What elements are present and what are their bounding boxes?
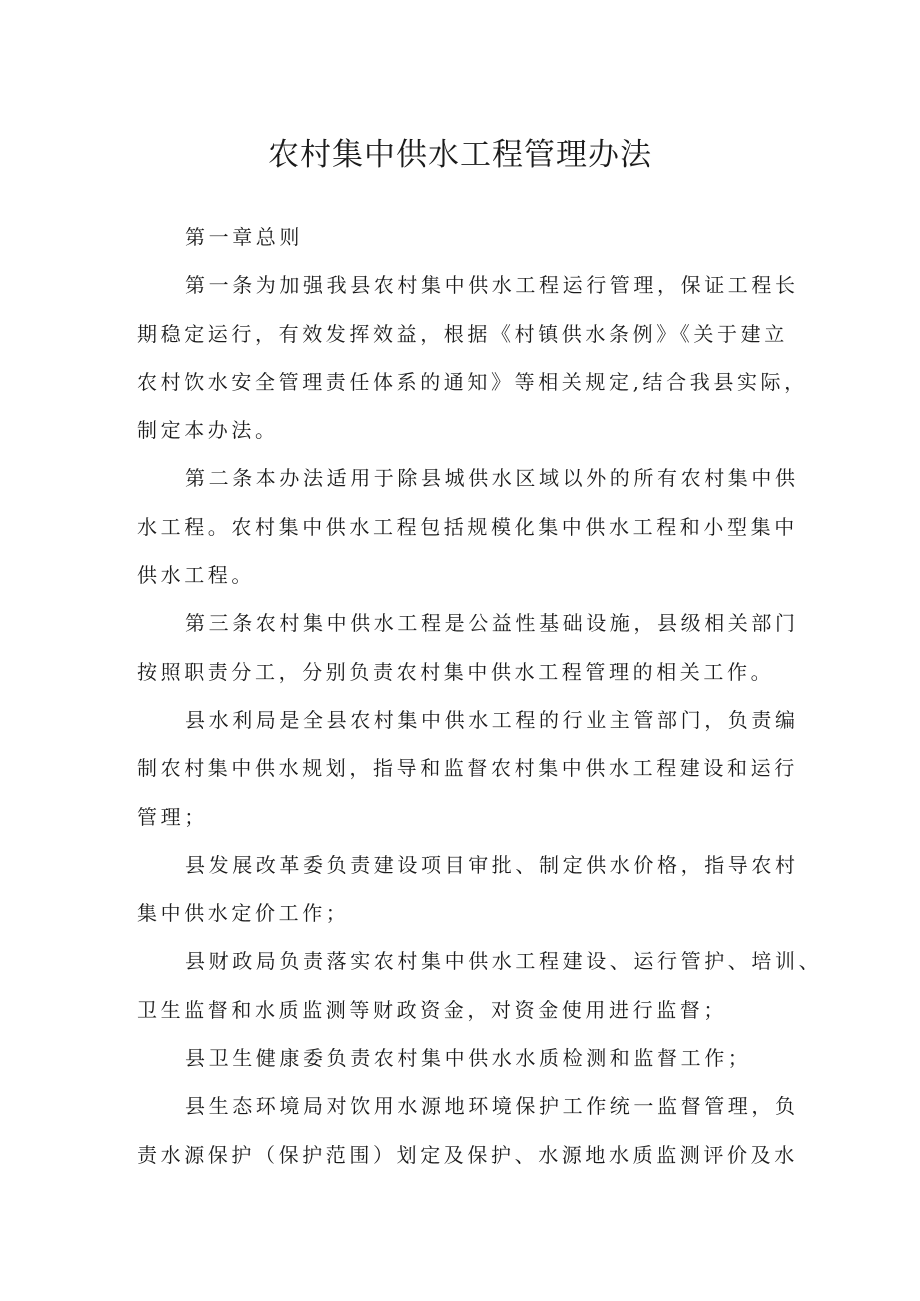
text-line: 第三条农村集中供水工程是公益性基础设施，县级相关部门 — [185, 611, 799, 636]
text-line: 集中供水定价工作； — [137, 901, 350, 926]
text-line: 第一条为加强我县农村集中供水工程运行管理，保证工程长 — [185, 273, 799, 298]
text-line: 农村饮水安全管理责任体系的通知》等相关规定,结合我县实际， — [137, 369, 808, 394]
text-line: 县发展改革委负责建设项目审批、制定供水价格，指导农村 — [185, 852, 799, 877]
text-line: 按照职责分工，分别负责农村集中供水工程管理的相关工作。 — [137, 659, 775, 684]
text-line: 卫生监督和水质监测等财政资金，对资金使用进行监督； — [137, 997, 727, 1022]
text-line: 县水利局是全县农村集中供水工程的行业主管部门，负责编 — [185, 707, 799, 732]
chapter-heading: 第一章总则 — [185, 225, 303, 249]
text-line: 制定本办法。 — [137, 418, 279, 443]
text-line: 县卫生健康委负责农村集中供水水质检测和监督工作； — [185, 1046, 752, 1071]
document-title: 农村集中供水工程管理办法 — [268, 137, 652, 173]
text-line: 责水源保护（保护范围）划定及保护、水源地水质监测评价及水 — [137, 1142, 798, 1167]
text-line: 期稳定运行，有效发挥效益，根据《村镇供水条例》《关于建立 — [137, 321, 788, 346]
text-line: 管理； — [137, 804, 208, 829]
text-line: 制农村集中供水规划，指导和监督农村集中供水工程建设和运行 — [137, 756, 798, 781]
text-line: 供水工程。 — [137, 563, 255, 588]
text-line: 县财政局负责落实农村集中供水工程建设、运行管护、培训、 — [185, 949, 823, 974]
text-line: 水工程。农村集中供水工程包括规模化集中供水工程和小型集中 — [137, 514, 798, 539]
text-line: 第二条本办法适用于除县城供水区域以外的所有农村集中供 — [185, 466, 799, 491]
document-body — [137, 213, 823, 1179]
text-line: 县生态环境局对饮用水源地环境保护工作统一监督管理，负 — [185, 1094, 799, 1119]
